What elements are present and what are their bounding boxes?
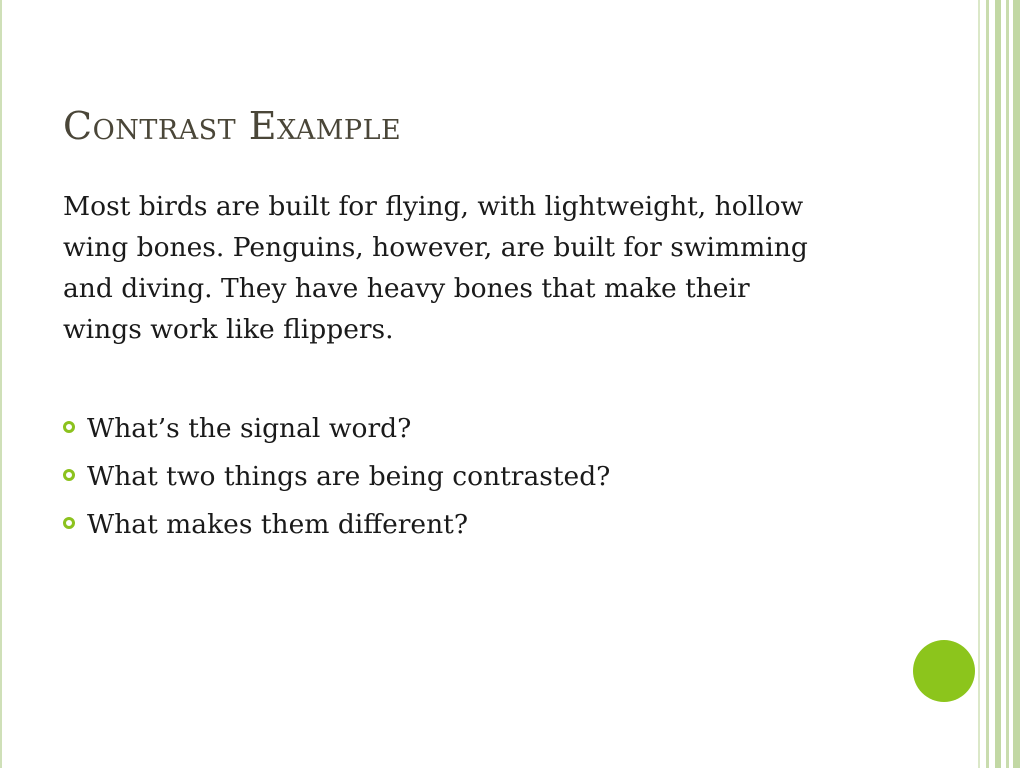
stripe: [986, 0, 989, 768]
right-decorative-stripes: [978, 0, 1024, 768]
bullet-text: What’s the signal word?: [87, 413, 412, 444]
stripe: [978, 0, 980, 768]
ring-bullet-icon: [63, 469, 75, 481]
bullet-text: What makes them different?: [87, 509, 469, 540]
bullet-item: [63, 504, 610, 552]
decorative-circle-icon: [913, 640, 975, 702]
stripe: [1013, 0, 1020, 768]
ring-bullet-icon: [63, 421, 75, 433]
paragraph-line: Most birds are built for flying, with lightweight, hollow: [63, 191, 804, 222]
ring-bullet-icon: [63, 517, 75, 529]
bullet-item: [63, 456, 610, 504]
bullet-item: [63, 408, 610, 456]
slide-title: Contrast Example: [63, 104, 402, 148]
paragraph-line: wing bones. Penguins, however, are built for swimming: [63, 232, 808, 263]
paragraph-line: wings work like flippers.: [63, 314, 394, 345]
bullet-text: What two things are being contrasted?: [87, 461, 611, 492]
slide-paragraph: [63, 186, 963, 350]
bullet-list: [63, 408, 610, 552]
stripe: [1006, 0, 1009, 768]
paragraph-line: and diving. They have heavy bones that make their: [63, 273, 750, 304]
left-border: [0, 0, 2, 768]
stripe: [995, 0, 1001, 768]
